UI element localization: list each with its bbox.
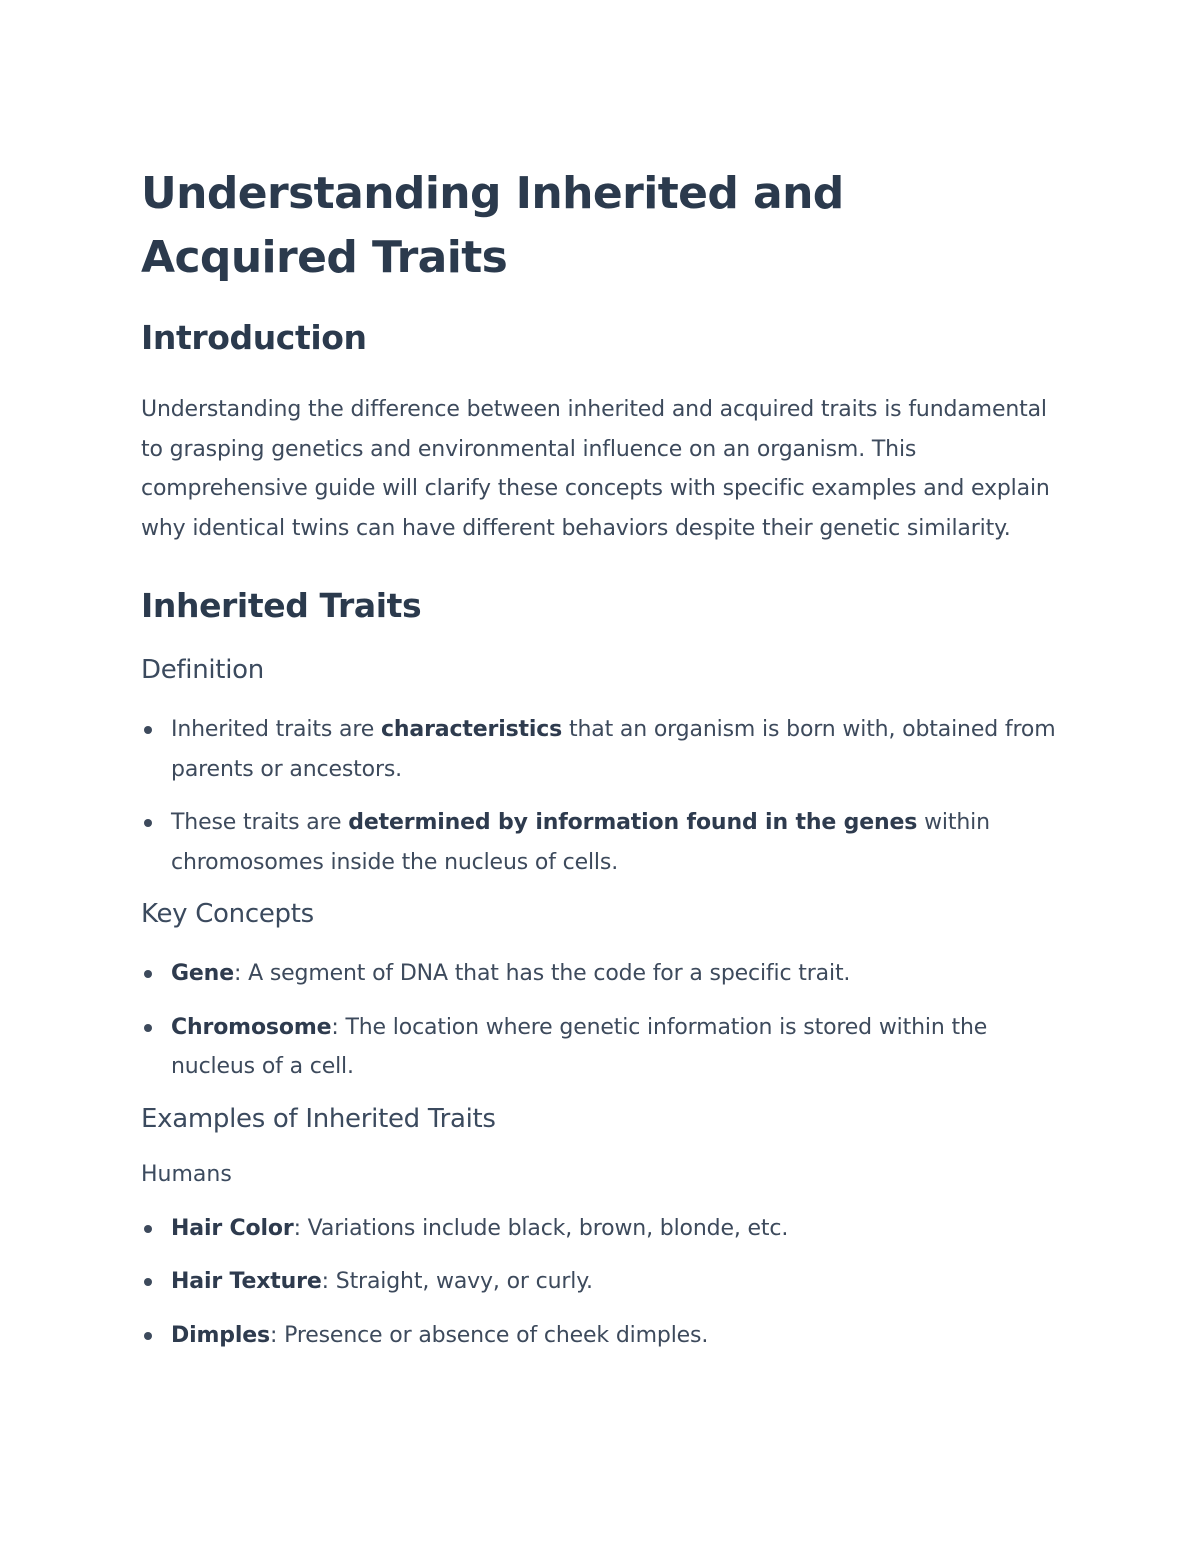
item-text: : A segment of DNA that has the code for a specific trait. — [233, 961, 851, 986]
item-bold-text: Dimples — [171, 1322, 270, 1348]
list-item — [141, 710, 1060, 789]
list-item — [141, 1008, 1060, 1087]
item-text: These traits are — [171, 810, 349, 835]
list-item — [141, 803, 1060, 882]
item-text: : Variations include black, brown, blonde, etc. — [293, 1215, 789, 1241]
bullet-icon — [144, 1024, 152, 1032]
item-text: : Straight, wavy, or curly. — [321, 1269, 593, 1294]
introduction-paragraph: Understanding the difference between inherited and acquired traits is fundamental to grasping genetics and environmental influence on an organism. This comprehensive guide will clarify these concepts with specific examples and explain why identical twins can have different behaviors despite their genetic similarity. — [141, 397, 1050, 541]
inherited-traits-heading: Inherited Traits — [141, 586, 422, 625]
item-bold-text: Gene — [171, 961, 234, 986]
item-text: Inherited traits are — [171, 717, 381, 742]
document-title: Understanding Inherited and Acquired Traits — [141, 168, 844, 283]
item-text: : Presence or absence of cheek dimples. — [269, 1322, 709, 1348]
bullet-icon — [144, 970, 152, 978]
item-text: that an organism is born with, obtained from parents or ancestors. — [171, 717, 1056, 782]
item-text: within chromosomes inside the nucleus of cells. — [171, 810, 990, 875]
list-item — [141, 1209, 1060, 1249]
key-concepts-heading: Key Concepts — [141, 899, 314, 929]
introduction-heading: Introduction — [141, 318, 367, 357]
item-bold-text: characteristics — [380, 717, 563, 742]
humans-heading: Humans — [141, 1161, 232, 1187]
item-text: : The location where genetic information is stored within the nucleus of a cell. — [171, 1014, 988, 1079]
definition-heading: Definition — [141, 655, 264, 685]
list-item — [141, 1262, 1060, 1302]
bullet-icon — [144, 1332, 152, 1340]
bullet-icon — [144, 819, 152, 827]
bullet-icon — [144, 1225, 152, 1233]
list-item — [141, 954, 1060, 994]
item-bold-text: Chromosome — [171, 1014, 332, 1040]
item-bold-text: determined by information found in the genes — [348, 810, 918, 835]
bullet-icon — [144, 726, 152, 734]
list-item — [141, 1316, 1060, 1356]
bullet-icon — [144, 1278, 152, 1286]
item-bold-text: Hair Texture — [171, 1269, 322, 1294]
item-bold-text: Hair Color — [171, 1215, 294, 1241]
definition-list — [141, 710, 1060, 882]
key-concepts-list — [141, 954, 1060, 1087]
examples-heading: Examples of Inherited Traits — [141, 1103, 496, 1134]
humans-examples-list — [141, 1209, 1060, 1356]
